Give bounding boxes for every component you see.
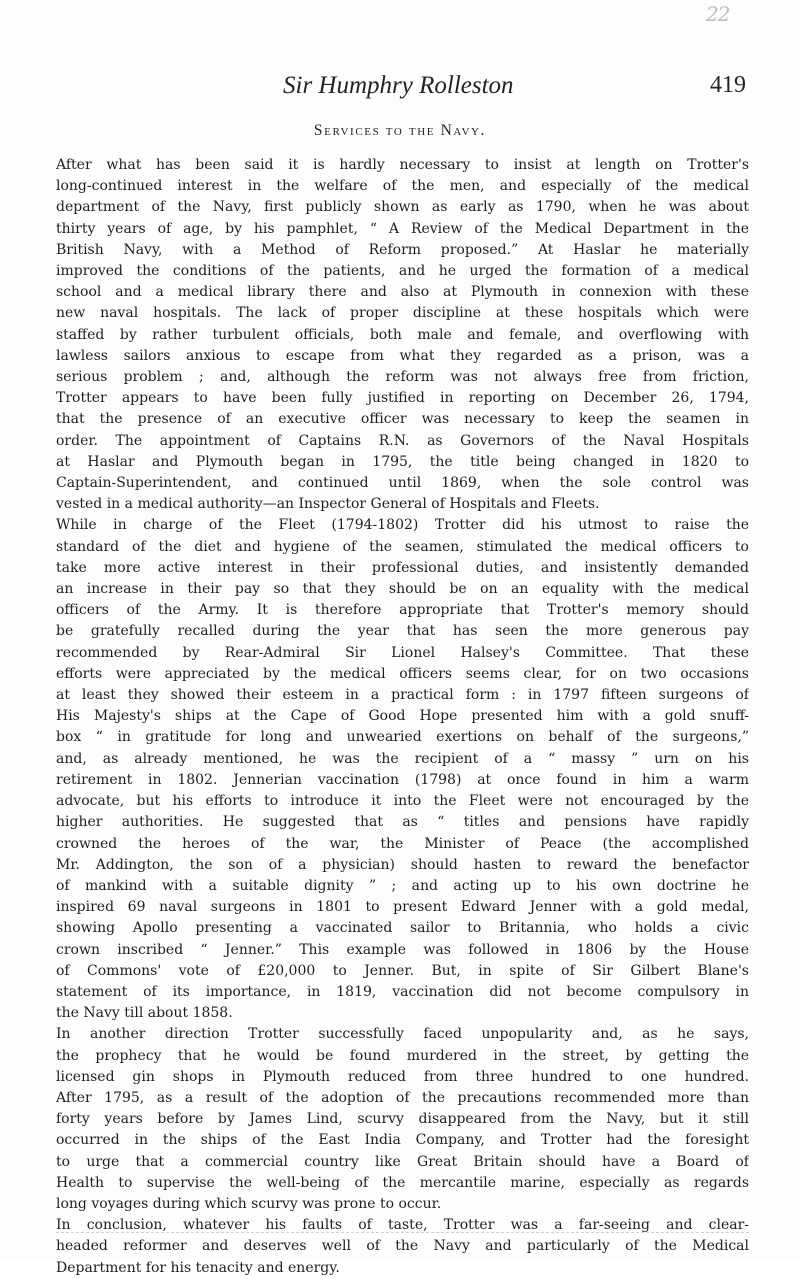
text-line: the Navy till about 1858.	[56, 1005, 233, 1022]
text-line: inspired 69 naval surgeons in 1801 to present Edward Jenner with a gold medal,	[56, 899, 749, 916]
text-line: department of the Navy, first publicly shown as early as 1790, when he was about	[56, 199, 749, 216]
text-line: occurred in the ships of the East India Company, and Trotter had the foresight	[56, 1132, 749, 1149]
body-text	[56, 155, 749, 1279]
text-line: British Navy, with a Method of Reform proposed.” At Haslar he materially	[56, 241, 749, 258]
text-line: higher authorities. He suggested that as “ titles and pensions have rapidly	[56, 814, 749, 831]
page-number: 419	[710, 72, 746, 98]
text-line: licensed gin shops in Plymouth reduced from three hundred to one hundred.	[56, 1068, 749, 1085]
text-line: His Majesty's ships at the Cape of Good Hope presented him with a gold snuff-	[56, 708, 749, 725]
text-line: standard of the diet and hygiene of the seamen, stimulated the medical officers to	[56, 538, 749, 555]
text-line: vested in a medical authority—an Inspector General of Hospitals and Fleets.	[56, 496, 600, 513]
text-line: In conclusion, whatever his faults of taste, Trotter was a far-seeing and clear-	[56, 1217, 749, 1234]
text-line: After 1795, as a result of the adoption of the precautions recommended more than	[56, 1089, 749, 1106]
paragraph	[56, 155, 749, 515]
text-line: lawless sailors anxious to escape from what they regarded as a prison, was a	[56, 347, 749, 364]
text-line: recommended by Rear-Admiral Sir Lionel Halsey's Committee. That these	[56, 644, 749, 661]
text-line: the prophecy that he would be found murdered in the street, by getting the	[56, 1047, 749, 1064]
text-line: that the presence of an executive officer was necessary to keep the seamen in	[56, 411, 749, 428]
paragraph	[56, 1024, 749, 1215]
text-line: efforts were appreciated by the medical officers seems clear, for on two occasions	[56, 665, 749, 682]
text-line: crown inscribed “ Jenner.” This example was followed in 1806 by the House	[56, 941, 749, 958]
text-line: at Haslar and Plymouth began in 1795, the title being changed in 1820 to	[56, 453, 749, 470]
text-line: of mankind with a suitable dignity ” ; and acting up to his own doctrine he	[56, 877, 749, 894]
text-line: showing Apollo presenting a vaccinated sailor to Britannia, who holds a civic	[56, 920, 749, 937]
text-line: officers of the Army. It is therefore appropriate that Trotter's memory should	[56, 602, 749, 619]
paragraph	[56, 1215, 749, 1279]
text-line: Department for his tenacity and energy.	[56, 1259, 340, 1276]
text-line: After what has been said it is hardly necessary to insist at length on Trotter's	[56, 157, 749, 173]
section-heading: Services to the Navy.	[313, 122, 487, 139]
text-line: school and a medical library there and also at Plymouth in connexion with these	[56, 284, 749, 301]
text-line: new naval hospitals. The lack of proper discipline at these hospitals which were	[56, 305, 749, 322]
text-line: long voyages during which scurvy was prone to occur.	[56, 1195, 442, 1212]
text-line: thirty years of age, by his pamphlet, “ A Review of the Medical Department in the	[56, 220, 749, 237]
text-line: at least they showed their esteem in a practical form : in 1797 fifteen surgeons of	[56, 687, 749, 704]
page-bottom-edge	[56, 1232, 749, 1234]
paragraph	[56, 515, 749, 1024]
text-line: Health to supervise the well-being of the mercantile marine, especially as regards	[56, 1174, 749, 1191]
text-line: retirement in 1802. Jennerian vaccination (1798) at once found in him a warm	[56, 771, 749, 788]
running-head	[0, 72, 800, 102]
text-line: of Commons' vote of £20,000 to Jenner. But, in spite of Sir Gilbert Blane's	[56, 962, 749, 979]
text-line: serious problem ; and, although the reform was not always free from friction,	[56, 369, 749, 386]
text-line: statement of its importance, in 1819, vaccination did not become compulsory in	[56, 983, 749, 1000]
text-line: While in charge of the Fleet (1794-1802) Trotter did his utmost to raise the	[56, 517, 749, 534]
text-line: an increase in their pay so that they should be on an equality with the medical	[56, 581, 749, 598]
text-line: to urge that a commercial country like Great Britain should have a Board of	[56, 1153, 749, 1170]
text-line: take more active interest in their professional duties, and insistently demanded	[56, 559, 749, 576]
text-line: staffed by rather turbulent officials, both male and female, and overflowing with	[56, 326, 749, 343]
text-line: In another direction Trotter successfully faced unpopularity and, as he says,	[56, 1026, 749, 1043]
text-line: headed reformer and deserves well of the Navy and particularly of the Medical	[56, 1238, 749, 1255]
text-line: forty years before by James Lind, scurvy disappeared from the Navy, but it still	[56, 1111, 749, 1128]
text-line: Mr. Addington, the son of a physician) should hasten to reward the benefactor	[56, 856, 749, 873]
text-line: Captain-Superintendent, and continued until 1869, when the sole control was	[56, 475, 749, 492]
text-line: be gratefully recalled during the year that has seen the more generous pay	[56, 623, 749, 640]
text-line: long-continued interest in the welfare of the men, and especially of the medical	[56, 178, 749, 195]
text-line: improved the conditions of the patients, and he urged the formation of a medical	[56, 263, 749, 280]
text-line: advocate, but his efforts to introduce it into the Fleet were not encouraged by the	[56, 793, 749, 810]
text-line: and, as already mentioned, he was the recipient of a “ massy ” urn on his	[56, 750, 749, 767]
handwritten-annotation: 22	[706, 2, 730, 26]
text-line: Trotter appears to have been fully justified in reporting on December 26, 1794,	[56, 390, 749, 407]
text-line: box “ in gratitude for long and unwearied exertions on behalf of the surgeons,”	[56, 729, 749, 746]
running-head-title: Sir Humphry Rolleston	[283, 72, 514, 99]
text-line: order. The appointment of Captains R.N. as Governors of the Naval Hospitals	[56, 432, 749, 449]
text-line: crowned the heroes of the war, the Minister of Peace (the accomplished	[56, 835, 749, 852]
